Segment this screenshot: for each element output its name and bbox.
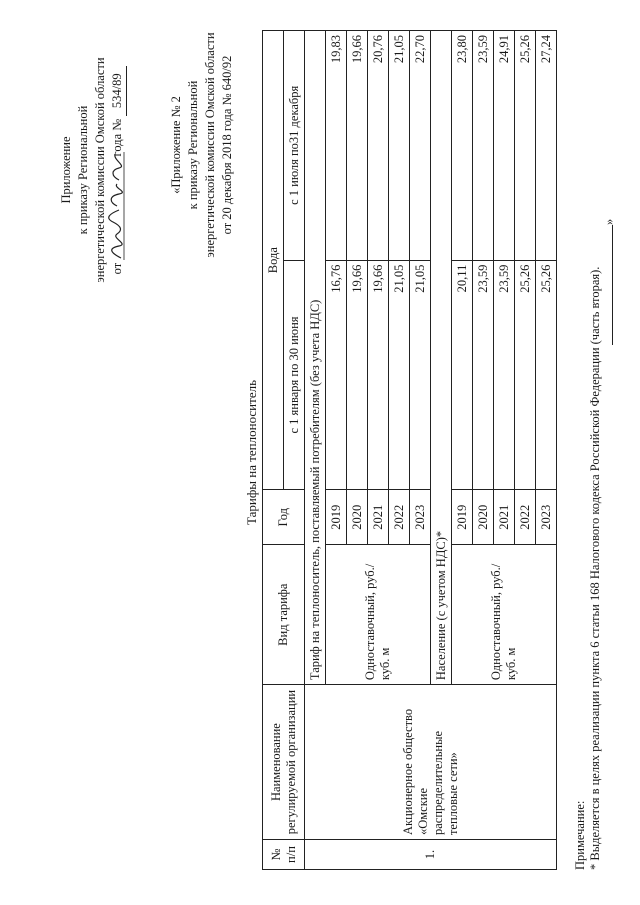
header-water: Вода <box>263 31 284 490</box>
notes <box>573 20 603 870</box>
amended-appendix-title: «Приложение № 2 <box>169 96 183 194</box>
value-cell: 25,26 <box>515 260 536 490</box>
value-cell: 19,66 <box>347 31 368 261</box>
appendix-header <box>58 10 127 330</box>
header-period-2: с 1 июля по31 декабря <box>284 31 305 261</box>
organization-name: Акционерное общество «Омские распределительные тепловые сети» <box>305 685 557 840</box>
tariff-table <box>262 30 557 870</box>
value-cell: 23,59 <box>473 260 494 490</box>
value-cell: 21,05 <box>410 260 431 490</box>
header-year: Год <box>263 490 305 545</box>
closing-line <box>600 195 617 345</box>
amended-order-ref: к приказу Региональной <box>186 80 200 210</box>
amended-appendix-header <box>168 5 236 285</box>
year-cell: 2023 <box>536 490 557 545</box>
appendix-date-line <box>109 10 127 330</box>
section-population: Население (с учетом НДС)* <box>431 31 452 685</box>
table-title: Тарифы на теплоноситель <box>244 380 259 525</box>
section-consumers: Тариф на теплоноситель, поставляемый потребителям (без учета НДС) <box>305 31 326 685</box>
number-label: № <box>110 118 124 131</box>
row-number: 1. <box>305 840 557 870</box>
value-cell: 22,70 <box>410 31 431 261</box>
value-cell: 23,59 <box>494 260 515 490</box>
value-cell: 24,91 <box>494 31 515 261</box>
appendix-order-ref: к приказу Региональной <box>76 105 90 235</box>
year-cell: 2021 <box>368 490 389 545</box>
handwritten-date-icon <box>105 150 127 260</box>
table-header-row <box>263 31 284 870</box>
tariff-kind: Одноставочный, руб./куб. м <box>452 545 557 685</box>
closing-quote: » <box>602 218 616 225</box>
value-cell: 19,66 <box>368 260 389 490</box>
amended-commission: энергетической комиссии Омской области <box>203 32 217 258</box>
year-cell: 2021 <box>494 490 515 545</box>
value-cell: 20,11 <box>452 260 473 490</box>
header-number: № п/п <box>263 840 305 870</box>
value-cell: 19,83 <box>326 31 347 261</box>
year-cell: 2022 <box>515 490 536 545</box>
value-cell: 16,76 <box>326 260 347 490</box>
value-cell: 23,59 <box>473 31 494 261</box>
closing-underline <box>600 225 613 345</box>
order-number: 534/89 <box>109 66 127 116</box>
notes-text: * Выделяется в целях реализации пункта 6 статьи 168 Налогового кодекса Российской Федерации (часть вторая). <box>588 266 602 870</box>
value-cell: 27,24 <box>536 31 557 261</box>
header-tariff-kind: Вид тарифа <box>263 545 305 685</box>
value-cell: 21,05 <box>389 260 410 490</box>
year-cell: 2019 <box>452 490 473 545</box>
notes-label: Примечание: <box>573 800 587 870</box>
header-period-1: с 1 января по 30 июня <box>284 260 305 490</box>
header-organization: Наименование регулируемой организации <box>263 685 305 840</box>
tariff-kind: Одноставочный, руб./куб. м <box>326 545 431 685</box>
year-cell: 2020 <box>473 490 494 545</box>
handwritten-date <box>111 160 127 260</box>
year-cell: 2019 <box>326 490 347 545</box>
from-label: от <box>110 262 124 275</box>
year-suffix: года <box>110 133 124 157</box>
appendix-title: Приложение <box>59 136 73 204</box>
section-row <box>305 31 326 870</box>
amended-date-number: от 20 декабря 2018 года № 640/92 <box>220 55 234 235</box>
value-cell: 19,66 <box>347 260 368 490</box>
year-cell: 2020 <box>347 490 368 545</box>
year-cell: 2023 <box>410 490 431 545</box>
value-cell: 25,26 <box>515 31 536 261</box>
year-cell: 2022 <box>389 490 410 545</box>
value-cell: 21,05 <box>389 31 410 261</box>
value-cell: 25,26 <box>536 260 557 490</box>
value-cell: 20,76 <box>368 31 389 261</box>
appendix-commission: энергетической комиссии Омской области <box>93 57 107 283</box>
value-cell: 23,80 <box>452 31 473 261</box>
